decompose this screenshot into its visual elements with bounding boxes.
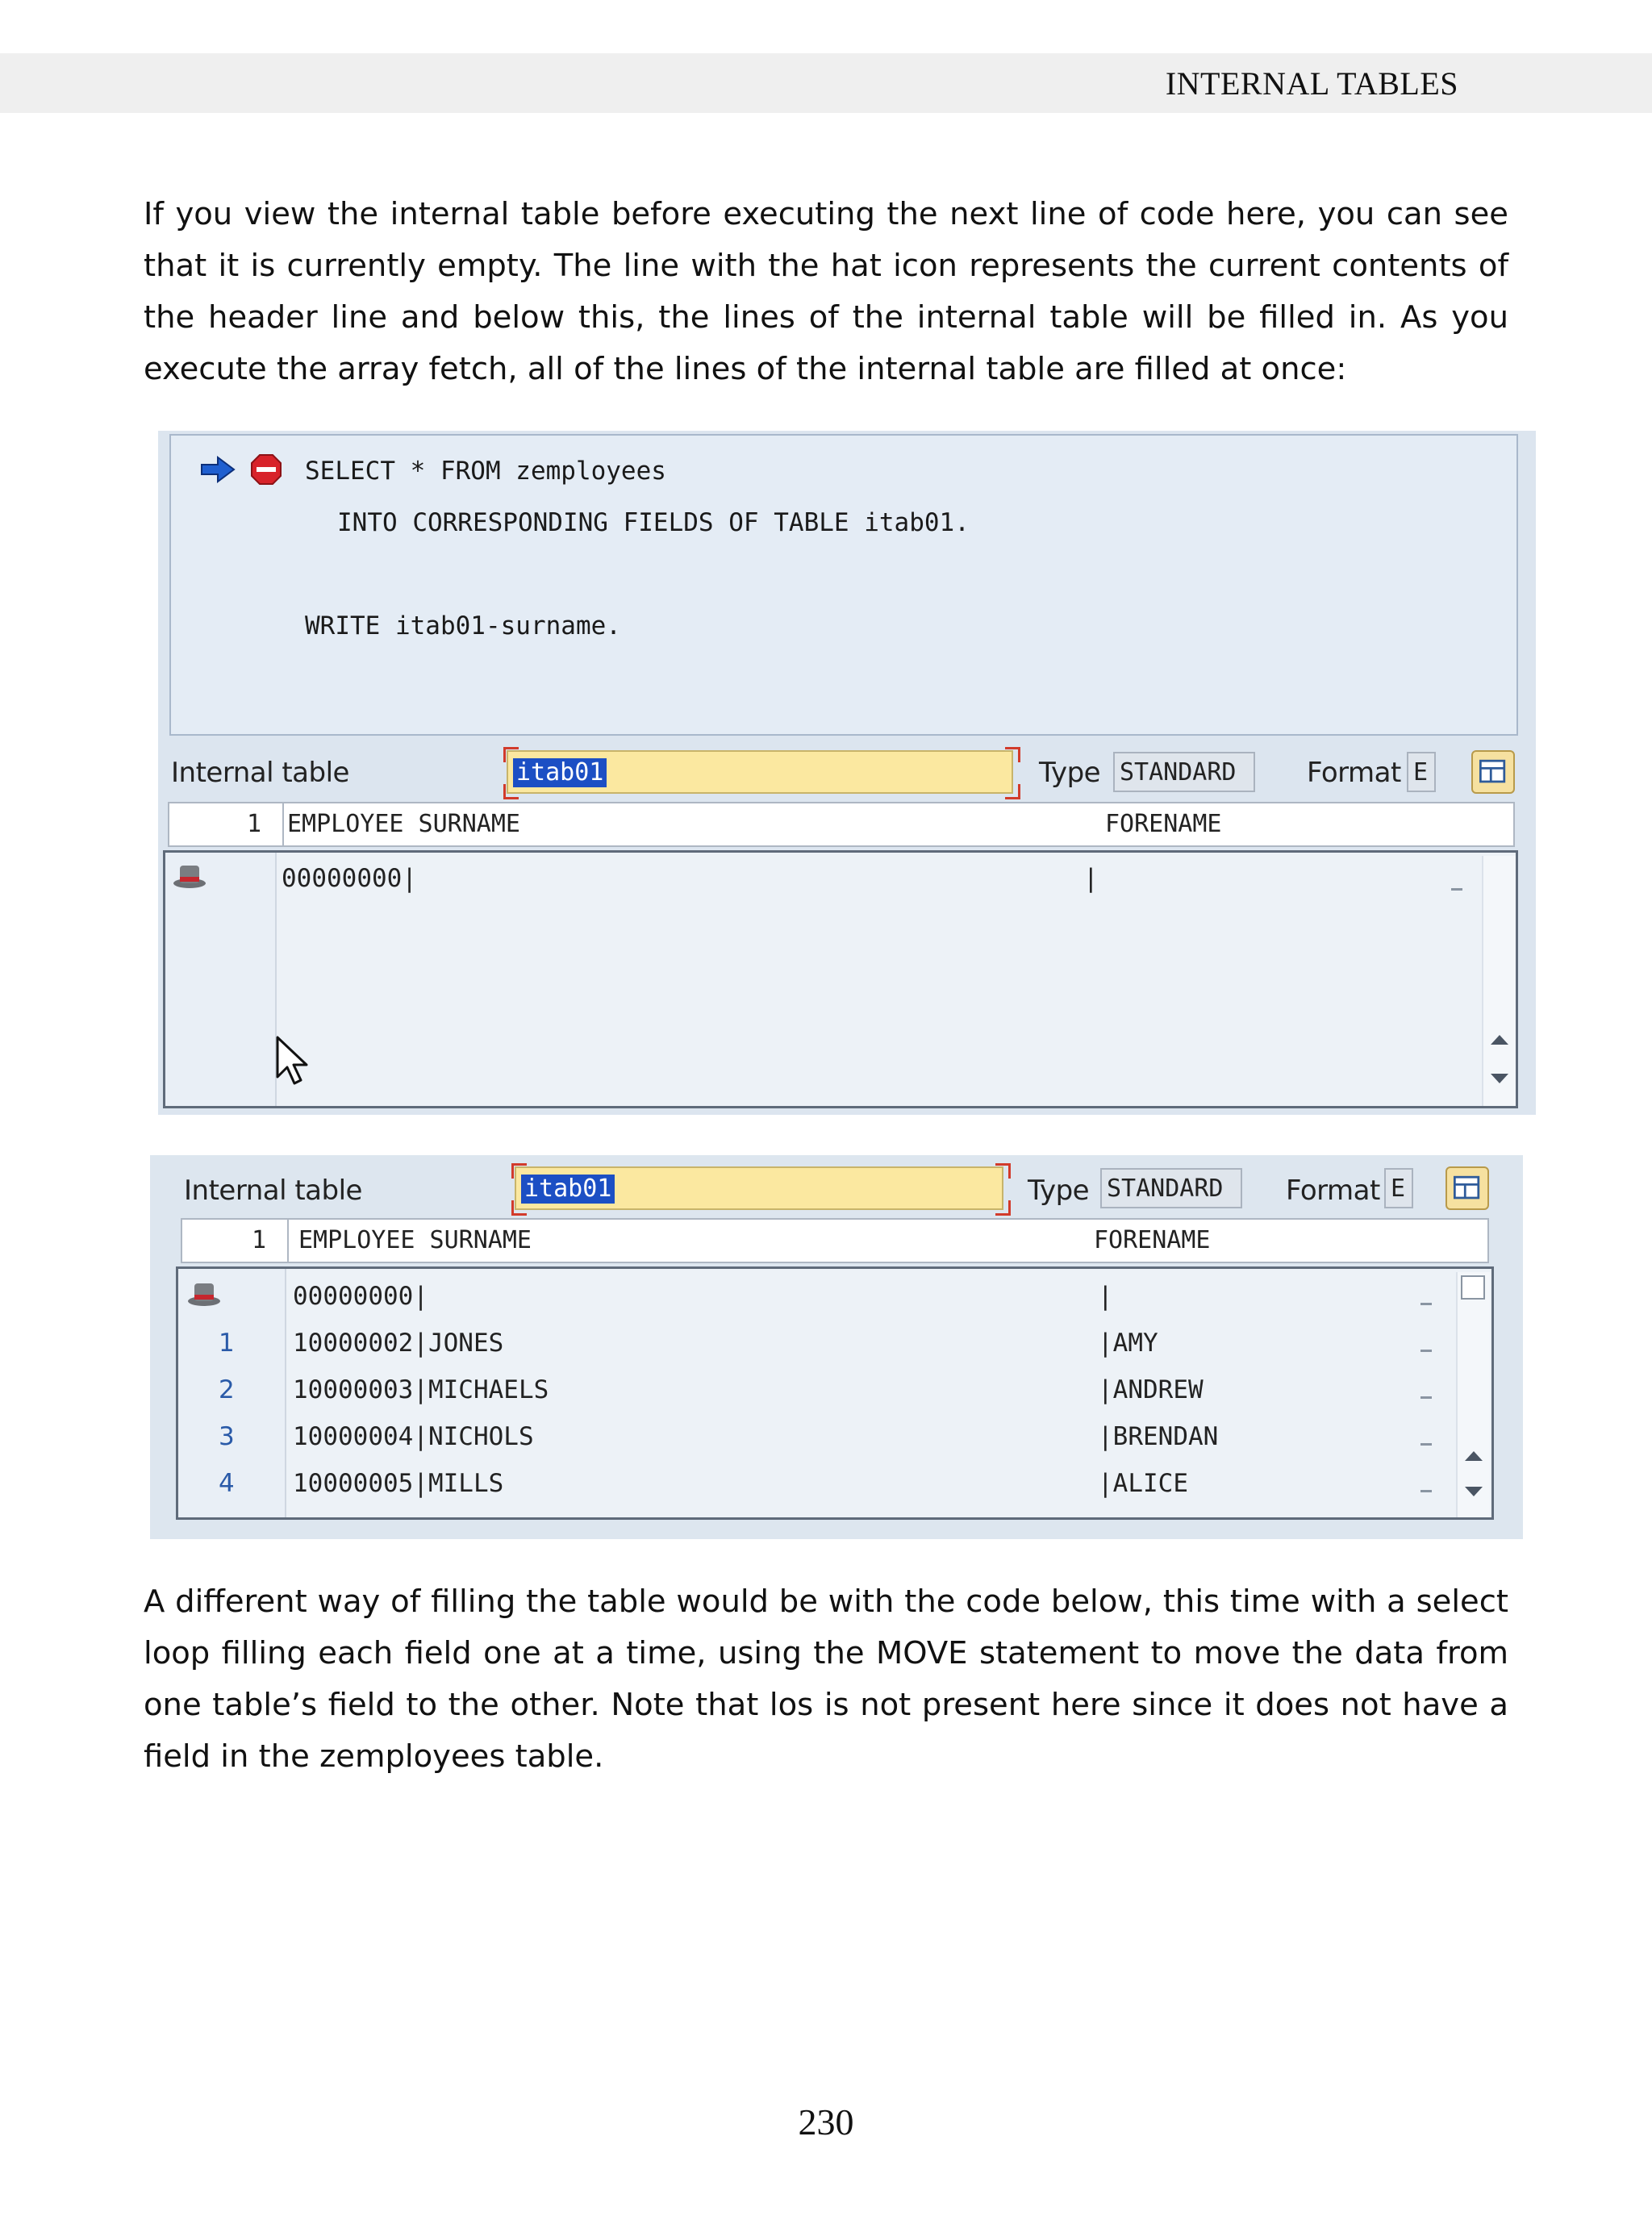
mouse-pointer-icon <box>275 1035 309 1087</box>
table-tool-icon <box>1475 753 1512 791</box>
row-forename[interactable]: |ALICE <box>1098 1469 1188 1498</box>
table-content-grid <box>163 850 1518 1108</box>
debugger-screenshot-before <box>158 431 1536 1115</box>
header-line-hat-icon <box>186 1279 222 1308</box>
table-name-value: itab01 <box>513 758 607 787</box>
code-line-select: SELECT * FROM zemployees <box>305 457 666 486</box>
column-header-row <box>168 802 1515 847</box>
internal-table-label: Internal table <box>184 1175 362 1207</box>
page-number: 230 <box>798 2101 854 2143</box>
row-employee-surname[interactable]: 10000002|JONES <box>293 1329 504 1358</box>
code-line-into: INTO CORRESPONDING FIELDS OF TABLE itab01. <box>337 508 970 537</box>
vertical-scrollbar[interactable] <box>1482 856 1516 1106</box>
row-marker <box>1420 1350 1432 1352</box>
format-value-field[interactable]: E <box>1384 1168 1413 1208</box>
column-header-employee-surname[interactable]: EMPLOYEE SURNAME <box>287 810 520 838</box>
field-corner-marker <box>511 1200 527 1216</box>
code-line-write: WRITE itab01-surname. <box>305 611 621 640</box>
running-head: INTERNAL TABLES <box>1165 65 1458 102</box>
format-label: Format <box>1307 757 1401 789</box>
field-corner-marker <box>1005 784 1020 799</box>
table-tool-button[interactable] <box>1446 1166 1489 1210</box>
row-forename[interactable]: |BRENDAN <box>1098 1422 1219 1451</box>
header-line-employee: 00000000| <box>293 1282 428 1311</box>
table-content-grid <box>176 1266 1494 1520</box>
header-line-forename: | <box>1083 864 1099 893</box>
column-number: 1 <box>169 803 284 845</box>
select-all-checkbox[interactable] <box>1461 1275 1485 1300</box>
column-number: 1 <box>182 1220 289 1262</box>
type-value-field[interactable]: STANDARD <box>1113 752 1255 792</box>
code-editor <box>169 434 1518 736</box>
row-number: 2 <box>219 1375 235 1404</box>
type-label: Type <box>1039 757 1101 789</box>
header-line-employee: 00000000| <box>282 864 417 893</box>
table-name-value: itab01 <box>521 1175 615 1204</box>
field-corner-marker <box>511 1163 527 1179</box>
row-forename[interactable]: |AMY <box>1098 1329 1158 1358</box>
field-corner-marker <box>995 1163 1011 1179</box>
field-corner-marker <box>503 747 519 762</box>
current-line-arrow-icon <box>200 455 236 484</box>
breakpoint-stop-icon <box>250 453 282 486</box>
row-forename[interactable]: |ANDREW <box>1098 1375 1204 1404</box>
table-tool-icon <box>1449 1170 1486 1207</box>
row-number: 3 <box>219 1422 235 1451</box>
vertical-scrollbar[interactable] <box>1456 1272 1490 1517</box>
field-corner-marker <box>1005 747 1020 762</box>
scroll-down-icon[interactable] <box>1491 1074 1508 1083</box>
row-employee-surname[interactable]: 10000004|NICHOLS <box>293 1422 534 1451</box>
row-gutter <box>165 853 277 1106</box>
internal-table-name-field[interactable] <box>507 750 1013 794</box>
column-header-forename[interactable]: FORENAME <box>1094 1226 1211 1254</box>
row-marker <box>1420 1303 1432 1305</box>
header-line-forename: | <box>1098 1282 1113 1311</box>
row-employee-surname[interactable]: 10000003|MICHAELS <box>293 1375 549 1404</box>
header-line-hat-icon <box>172 861 207 890</box>
column-header-row <box>181 1218 1489 1263</box>
scroll-up-icon[interactable] <box>1491 1035 1508 1045</box>
row-marker <box>1420 1490 1432 1492</box>
field-corner-marker <box>503 784 519 799</box>
internal-table-name-field[interactable] <box>515 1166 1003 1210</box>
scroll-down-icon[interactable] <box>1465 1487 1483 1496</box>
row-marker <box>1420 1396 1432 1399</box>
row-marker <box>1420 1443 1432 1446</box>
format-value-field[interactable]: E <box>1407 752 1436 792</box>
row-employee-surname[interactable]: 10000005|MILLS <box>293 1469 504 1498</box>
body-paragraph-1: If you view the internal table before executing the next line of code here, you can see that it is currently empty. The line with the hat icon represents the current contents of the header line and below this, the lines of the internal table will be filled in. As you execute the array fetch, all of the lines of the internal table are filled at once: <box>144 196 1508 387</box>
field-corner-marker <box>995 1200 1011 1216</box>
row-number: 1 <box>219 1329 235 1358</box>
row-marker <box>1451 888 1462 891</box>
row-number: 4 <box>219 1469 235 1498</box>
type-value-field[interactable]: STANDARD <box>1100 1168 1242 1208</box>
type-label: Type <box>1028 1175 1090 1207</box>
debugger-screenshot-after <box>150 1155 1523 1539</box>
internal-table-label: Internal table <box>171 757 349 789</box>
format-label: Format <box>1286 1175 1380 1207</box>
scroll-up-icon[interactable] <box>1465 1451 1483 1461</box>
column-header-employee-surname[interactable]: EMPLOYEE SURNAME <box>298 1226 532 1254</box>
column-header-forename[interactable]: FORENAME <box>1105 810 1222 838</box>
body-paragraph-2: A different way of filling the table would be with the code below, this time with a select loop filling each field one at a time, using the MOVE statement to move the data from one table’s field to the other. Note that los is not present here since it does not have a field in the zemployees table. <box>144 1584 1508 1775</box>
table-tool-button[interactable] <box>1471 750 1515 794</box>
